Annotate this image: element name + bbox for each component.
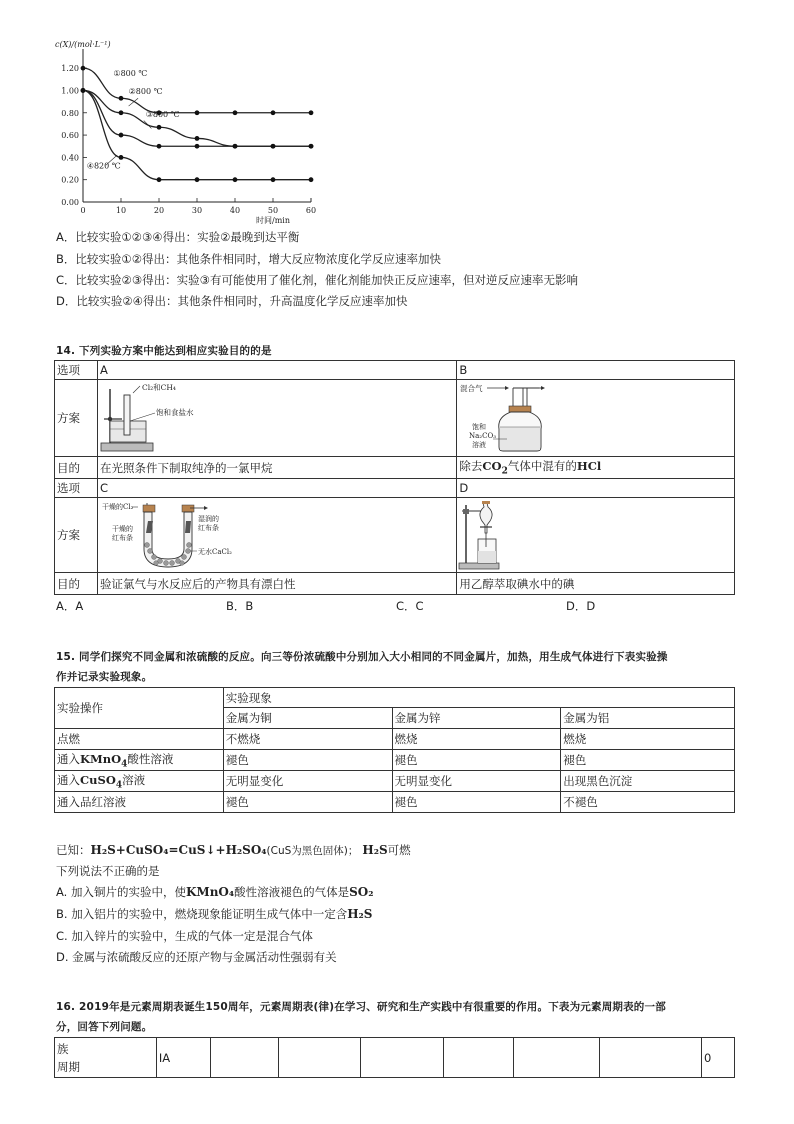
q14-diagram-a-cell bbox=[97, 380, 456, 457]
q14-cell-goal-label-2: 目的 bbox=[55, 573, 98, 595]
q15-option-d: D. 金属与浓硫酸反应的还原产物与金属活动性强弱有关 bbox=[56, 950, 337, 964]
q16-header-group-period bbox=[55, 1038, 157, 1078]
data-point bbox=[309, 110, 314, 115]
q15-header-op: 实验操作 bbox=[55, 688, 224, 729]
diagram-a bbox=[98, 381, 218, 456]
q16-cell bbox=[514, 1038, 600, 1078]
x-tick-label: 30 bbox=[191, 206, 203, 215]
q16-header-zero: 0 bbox=[701, 1038, 734, 1078]
y-tick-label: 1.00 bbox=[61, 86, 79, 96]
q13-option-c: C．比较实验②③得出：实验③有可能使用了催化剂，催化剂能加快正反应速率，但对逆反应速率无影响 bbox=[56, 273, 578, 287]
data-point bbox=[195, 177, 200, 182]
diagram-c-label-dry: 干燥的 bbox=[111, 525, 133, 533]
q16-cell bbox=[600, 1038, 702, 1078]
q15-row4-op: 通入品红溶液 bbox=[55, 792, 224, 813]
q15-row3-cu: 无明显变化 bbox=[223, 771, 392, 792]
q15-known: 已知：H₂S+CuSO₄=CuS↓+H₂SO₄(CuS为黑色固体)； H₂S可燃 bbox=[56, 843, 411, 857]
data-point bbox=[81, 88, 86, 93]
q15-row1-zn: 燃烧 bbox=[392, 729, 561, 750]
x-tick-label: 50 bbox=[267, 206, 279, 215]
diagram-c-label-drycl2: 干燥的Cl₂ bbox=[101, 503, 134, 511]
y-tick-label: 0.60 bbox=[61, 131, 79, 141]
x-tick-label: 40 bbox=[229, 206, 241, 215]
q14-cell-goal-d: 用乙醇萃取碘水中的碘 bbox=[457, 573, 735, 595]
q14-diagram-c-cell bbox=[97, 498, 456, 573]
data-point bbox=[157, 177, 162, 182]
curve-label-3: ③800 ℃ bbox=[145, 110, 180, 120]
diagram-d bbox=[457, 499, 537, 572]
data-point bbox=[233, 110, 238, 115]
diagram-a-label-gas: Cl₂和CH₄ bbox=[141, 383, 176, 392]
q14-cell-option-label-2: 选项 bbox=[55, 479, 98, 498]
diagram-b-label-mix: 混合气 bbox=[460, 384, 483, 393]
x-tick-label: 20 bbox=[153, 206, 165, 215]
x-tick-label: 0 bbox=[80, 206, 86, 215]
data-point bbox=[119, 133, 124, 138]
data-point bbox=[195, 136, 200, 141]
x-tick-label: 60 bbox=[305, 206, 317, 215]
diagram-c-label-cloth2: 红布条 bbox=[197, 524, 219, 532]
y-tick-label: 0.20 bbox=[61, 175, 79, 185]
data-point bbox=[157, 125, 162, 130]
q15-ask: 下列说法不正确的是 bbox=[56, 864, 160, 878]
q15-option-a: A. 加入铜片的实验中，使KMnO₄酸性溶液褪色的气体是SO₂ bbox=[56, 885, 374, 899]
table-row bbox=[55, 729, 735, 750]
q15-row1-al: 燃烧 bbox=[561, 729, 735, 750]
data-point bbox=[309, 144, 314, 149]
q14-cell-goal-b bbox=[457, 457, 735, 479]
q15-title-line2: 作并记录实验现象。 bbox=[56, 671, 153, 683]
q14-answer-b: B．B bbox=[226, 599, 254, 613]
x-axis-label: 时间/min bbox=[256, 216, 290, 225]
q14-diagram-d-cell bbox=[457, 498, 735, 573]
q15-row3-al: 出现黑色沉淀 bbox=[561, 771, 735, 792]
q16-title-line2: 分，回答下列问题。 bbox=[56, 1021, 153, 1033]
q15-header-cu: 金属为铜 bbox=[223, 708, 392, 729]
q14-cell-plan-label: 方案 bbox=[55, 380, 98, 457]
data-point bbox=[119, 155, 124, 160]
diagram-c-label-cacl2: 无水CaCl₂ bbox=[197, 548, 232, 556]
data-point bbox=[271, 144, 276, 149]
q14-cell-b: B bbox=[457, 361, 735, 380]
chart-svg bbox=[40, 38, 330, 228]
data-point bbox=[309, 177, 314, 182]
q15-row4-cu: 褪色 bbox=[223, 792, 392, 813]
diagram-c bbox=[98, 499, 268, 572]
diagram-b-label-soln: 溶液 bbox=[472, 441, 487, 449]
table-row bbox=[55, 771, 735, 792]
y-tick-label: 0.80 bbox=[61, 108, 79, 118]
q15-row4-al: 不褪色 bbox=[561, 792, 735, 813]
data-point bbox=[119, 96, 124, 101]
q14-cell-goal-c: 验证氯气与水反应后的产物具有漂白性 bbox=[97, 573, 456, 595]
q16-header-ia: IA bbox=[156, 1038, 210, 1078]
data-point bbox=[271, 177, 276, 182]
q15-row2-op: 通入KMnO$_4$酸性溶液 bbox=[55, 750, 224, 771]
q15-row2-cu: 褪色 bbox=[223, 750, 392, 771]
diagram-b-label-sat: 饱和 bbox=[472, 423, 487, 431]
q14-cell-option-label: 选项 bbox=[55, 361, 98, 380]
data-point bbox=[233, 144, 238, 149]
q15-header-zn: 金属为锌 bbox=[392, 708, 561, 729]
q15-row4-zn: 褪色 bbox=[392, 792, 561, 813]
table-row bbox=[55, 750, 735, 771]
q14-title: 14. 下列实验方案中能达到相应实验目的的是 bbox=[56, 345, 272, 357]
curve-label-1: ①800 ℃ bbox=[113, 68, 148, 78]
q13-option-d: D．比较实验②④得出：其他条件相同时，升高温度化学反应速率加快 bbox=[56, 294, 408, 308]
data-point bbox=[271, 110, 276, 115]
q15-title-line1: 15. 同学们探究不同金属和浓硫酸的反应。向三等份浓硫酸中分别加入大小相同的不同金属片，加热，用生成气体进行下表实验操 bbox=[56, 651, 668, 663]
q14-table bbox=[54, 360, 735, 595]
q15-option-b: B. 加入铝片的实验中，燃烧现象能证明生成气体中一定含H₂S bbox=[56, 907, 373, 921]
q15-row2-zn: 褪色 bbox=[392, 750, 561, 771]
leader-line bbox=[144, 121, 152, 129]
q14-cell-goal-a: 在光照条件下制取纯净的一氯甲烷 bbox=[97, 457, 456, 479]
curve-label-4: ④820 ℃ bbox=[86, 161, 121, 171]
y-tick-label: 0.40 bbox=[61, 153, 79, 163]
q16-cell bbox=[210, 1038, 278, 1078]
q16-header-group: 族 bbox=[57, 1041, 69, 1056]
q16-cell bbox=[444, 1038, 514, 1078]
q14-cell-goal-label: 目的 bbox=[55, 457, 98, 479]
goal-b-text2: 气体中混有的 bbox=[507, 459, 577, 474]
q13-option-a: A．比较实验①②③④得出：实验②最晚到达平衡 bbox=[56, 230, 300, 244]
goal-b-hcl: HCl bbox=[576, 459, 602, 474]
q15-header-phen: 实验现象 bbox=[223, 688, 734, 708]
q15-row1-cu: 不燃烧 bbox=[223, 729, 392, 750]
q16-header-period: 周期 bbox=[57, 1059, 80, 1074]
q15-option-c: C. 加入锌片的实验中，生成的气体一定是混合气体 bbox=[56, 929, 313, 943]
q16-cell bbox=[360, 1038, 444, 1078]
y-tick-label: 0.00 bbox=[61, 198, 79, 207]
q15-table bbox=[54, 687, 735, 813]
data-point bbox=[195, 110, 200, 115]
data-point bbox=[81, 66, 86, 71]
q16-cell bbox=[278, 1038, 360, 1078]
diagram-c-label-cloth1: 红布条 bbox=[111, 534, 133, 542]
y-axis-label: c(X)/(mol·L⁻¹) bbox=[55, 40, 111, 49]
data-point bbox=[157, 144, 162, 149]
diagram-b bbox=[457, 381, 577, 456]
diagram-b-label-na2co3: Na₂CO₃ bbox=[469, 432, 497, 440]
diagram-c-label-wet: 湿润的 bbox=[197, 515, 219, 523]
q14-diagram-b-cell bbox=[457, 380, 735, 457]
q14-answer-d: D．D bbox=[566, 599, 596, 613]
q14-cell-plan-label-2: 方案 bbox=[55, 498, 98, 573]
q15-header-al: 金属为铝 bbox=[561, 708, 735, 729]
q13-option-b: B．比较实验①②得出：其他条件相同时，增大反应物浓度化学反应速率加快 bbox=[56, 252, 442, 266]
q14-answer-c: C．C bbox=[396, 599, 424, 613]
table-row bbox=[55, 792, 735, 813]
q15-row1-op: 点燃 bbox=[55, 729, 224, 750]
q16-title-line1: 16. 2019年是元素周期表诞生150周年，元素周期表(律)在学习、研究和生产实践中有很重要的作用。下表为元素周期表的一部 bbox=[56, 1001, 666, 1013]
q14-cell-a: A bbox=[97, 361, 456, 380]
q14-cell-c: C bbox=[97, 479, 456, 498]
concentration-chart bbox=[40, 38, 330, 228]
q15-row2-al: 褪色 bbox=[561, 750, 735, 771]
data-point bbox=[119, 110, 124, 115]
y-tick-label: 1.20 bbox=[61, 64, 79, 74]
q14-cell-d: D bbox=[457, 479, 735, 498]
diagram-a-label-brine: 饱和食盐水 bbox=[155, 408, 194, 417]
data-point bbox=[233, 177, 238, 182]
q15-row3-zn: 无明显变化 bbox=[392, 771, 561, 792]
q14-answer-a: A．A bbox=[56, 599, 84, 613]
data-point bbox=[195, 144, 200, 149]
x-tick-label: 10 bbox=[115, 206, 127, 215]
curve-label-2: ②800 ℃ bbox=[128, 86, 163, 96]
goal-b-text1: 除去 bbox=[459, 459, 483, 474]
goal-b-co2: $CO_2$ bbox=[482, 459, 508, 477]
q16-table bbox=[54, 1037, 735, 1078]
q15-row3-op: 通入CuSO$_4$溶液 bbox=[55, 771, 224, 792]
